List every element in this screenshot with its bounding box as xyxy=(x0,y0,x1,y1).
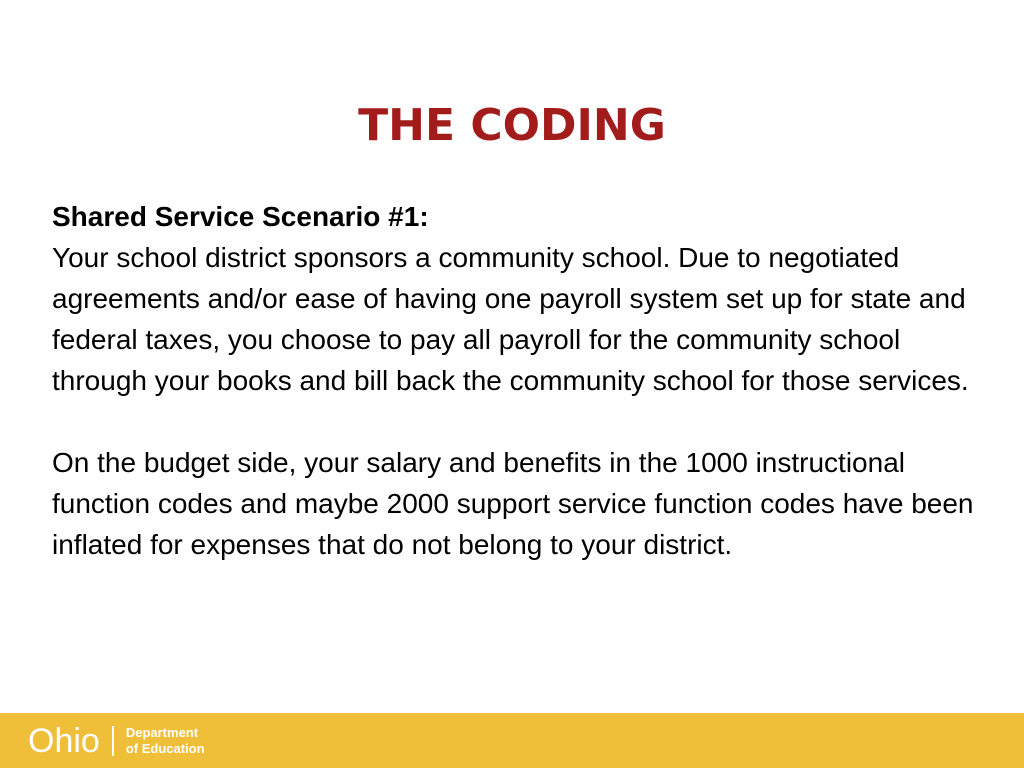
logo-divider xyxy=(112,726,114,756)
ohio-department-logo xyxy=(28,721,205,761)
scenario-heading: Shared Service Scenario #1: xyxy=(52,201,429,232)
department-line-1: Department xyxy=(125,725,199,740)
ohio-logo-word: Ohio xyxy=(28,722,100,760)
footer-bar xyxy=(0,713,1024,768)
slide-title: THE CODING xyxy=(358,100,666,151)
department-label xyxy=(126,725,205,757)
scenario-paragraph-2: On the budget side, your salary and benefits in the 1000 instructional function codes and maybe 2000 support service function codes have been inflated for expenses that do not belong to your district. xyxy=(52,447,974,560)
department-line-2: of Education xyxy=(125,741,205,756)
slide-body xyxy=(52,196,992,565)
paragraph-spacer xyxy=(52,401,992,442)
scenario-paragraph-1: Your school district sponsors a community school. Due to negotiated agreements and/or ease of having one payroll system set up for state and federal taxes, you choose to pay all payroll for the community school through your books and bill back the community school for those services. xyxy=(52,242,969,396)
